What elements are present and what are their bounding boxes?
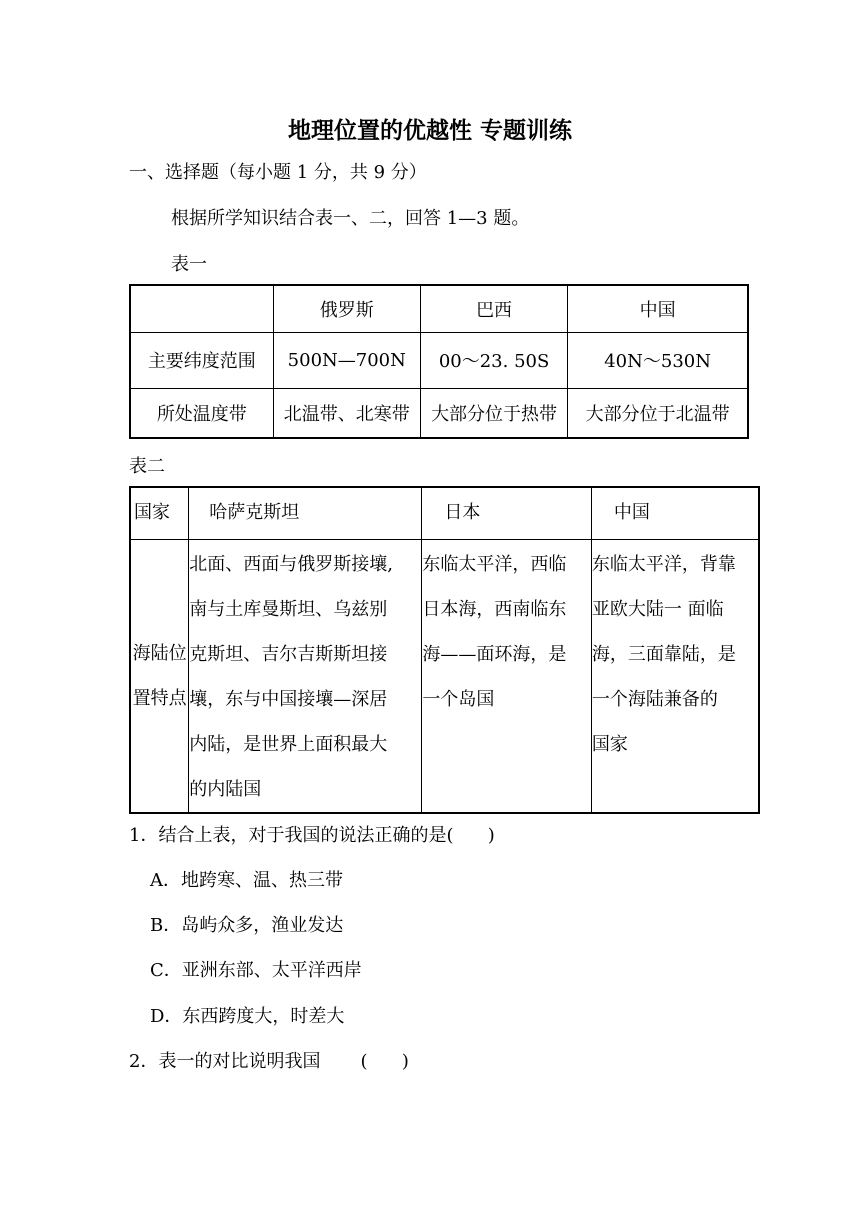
header-kazakhstan: 哈萨克斯坦 — [209, 502, 300, 523]
cell-line: 东临太平洋，背靠 — [591, 553, 736, 575]
kazakhstan-cell — [189, 539, 422, 813]
table-cell: 40N～530N — [568, 332, 748, 388]
table-header-cell — [591, 487, 759, 539]
question-1-option-d: D．东西跨度大，时差大 — [150, 1006, 345, 1027]
table-cell: 500N—700N — [273, 332, 420, 388]
page-title: 地理位置的优越性 专题训练 — [287, 117, 572, 144]
cell-line: 东临太平洋，西临 — [422, 553, 567, 575]
table-cell: 大部分位于热带 — [420, 388, 567, 438]
question-1-option-b: B．岛屿众多，渔业发达 — [150, 915, 344, 936]
question-1-option-c: C．亚洲东部、太平洋西岸 — [150, 960, 362, 981]
table2-caption: 表二 — [129, 456, 165, 477]
table-header-row — [130, 487, 759, 539]
instruction-text: 根据所学知识结合表一、二，回答 1—3 题。 — [171, 208, 530, 229]
question-1-stem: 1．结合上表，对于我国的说法正确的是( ) — [129, 825, 495, 846]
table-cell: 00～23. 50S — [420, 332, 567, 388]
cell-line: 内陆，是世界上面积最大 — [189, 733, 388, 755]
table-two — [129, 486, 760, 814]
table-one — [129, 284, 749, 439]
cell-line: 北面、西面与俄罗斯接壤, — [189, 553, 393, 575]
table-header-cell — [189, 487, 422, 539]
table-header-cell: 巴西 — [420, 285, 567, 332]
cell-line: 的内陆国 — [189, 778, 262, 800]
table-header-cell — [130, 285, 273, 332]
question-1-option-a: A．地跨寒、温、热三带 — [150, 870, 343, 891]
cell-line: 亚欧大陆一 面临 — [591, 598, 724, 620]
row-label-cell — [130, 539, 189, 813]
cell-line: 南与土库曼斯坦、乌兹别 — [189, 598, 388, 620]
table-row — [130, 539, 759, 813]
question-2-stem: 2．表一的对比说明我国 ( ) — [129, 1051, 409, 1072]
row-label-line: 海陆位 — [132, 642, 187, 664]
header-country: 国家 — [134, 502, 170, 523]
table-header-cell: 俄罗斯 — [273, 285, 420, 332]
header-china: 中国 — [613, 502, 650, 523]
table-header-row — [130, 285, 748, 332]
table-cell: 北温带、北寒带 — [273, 388, 420, 438]
cell-line: 国家 — [591, 733, 628, 755]
table-header-cell: 中国 — [568, 285, 748, 332]
cell-line: 壤，东与中国接壤—深居 — [189, 688, 388, 710]
cell-line: 海，三面靠陆，是 — [591, 643, 736, 665]
table-cell: 所处温度带 — [130, 388, 273, 438]
china-cell — [591, 539, 759, 813]
table-row — [130, 332, 748, 388]
table1-caption: 表一 — [171, 254, 207, 275]
cell-line: 一个岛国 — [422, 688, 495, 710]
table-cell: 大部分位于北温带 — [568, 388, 748, 438]
table-cell: 主要纬度范围 — [130, 332, 273, 388]
table-row — [130, 388, 748, 438]
japan-cell — [422, 539, 592, 813]
table-header-cell — [130, 487, 189, 539]
section-heading: 一、选择题（每小题 1 分，共 9 分） — [129, 162, 427, 183]
cell-line: 日本海，西南临东 — [422, 598, 567, 620]
cell-line: 一个海陆兼备的 — [591, 688, 718, 710]
table-header-cell — [422, 487, 592, 539]
row-label-line: 置特点 — [132, 687, 187, 709]
cell-line: 海——面环海，是 — [422, 643, 567, 665]
header-japan: 日本 — [444, 502, 481, 523]
cell-line: 克斯坦、吉尔吉斯斯坦接 — [189, 643, 388, 665]
